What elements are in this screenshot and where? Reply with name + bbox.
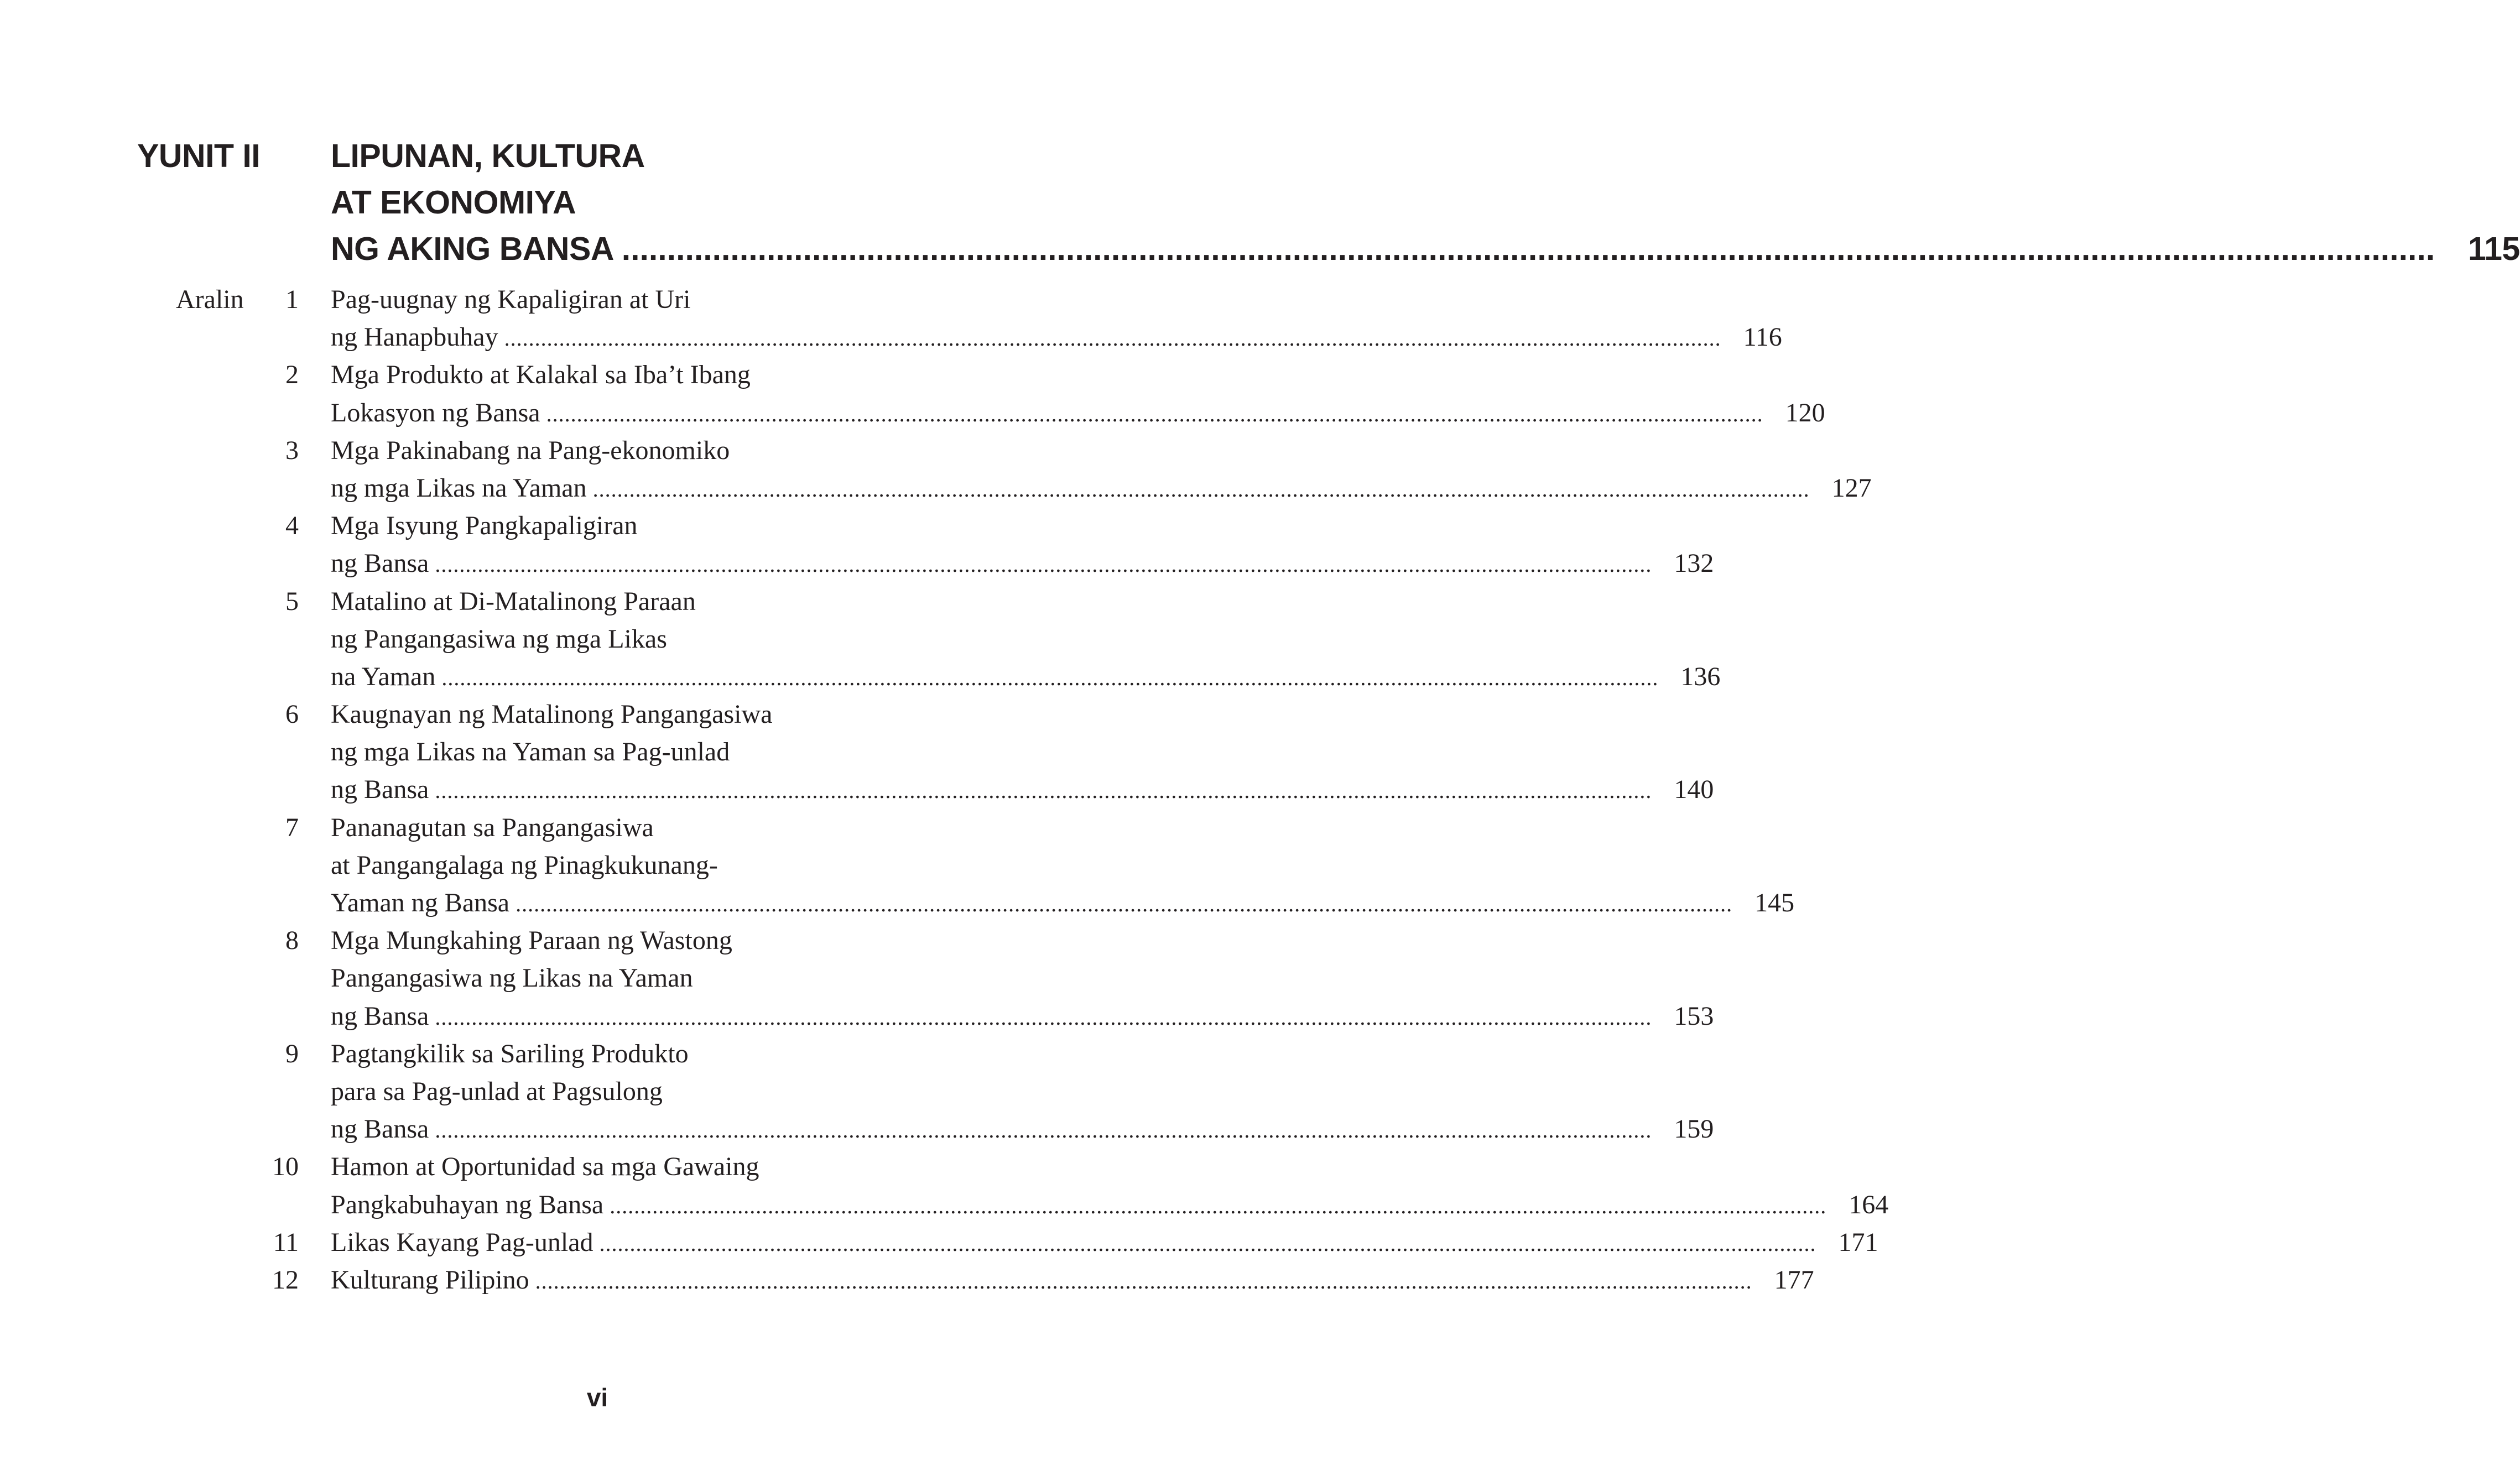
lesson-title <box>331 281 1782 356</box>
lesson-leader-line <box>331 884 1795 922</box>
lesson-title-line: Likas Kayang Pag-unlad <box>331 1227 593 1257</box>
lesson-page-number: 136 <box>1680 661 1721 691</box>
lesson-title <box>331 507 1714 582</box>
unit-label: YUNIT II <box>137 138 261 174</box>
lesson-entry[interactable] <box>0 1035 1714 1149</box>
lesson-page-number: 132 <box>1674 549 1714 578</box>
lesson-title-line: Mga Isyung Pangkapaligiran <box>331 511 638 541</box>
lesson-leader-line <box>331 545 1714 582</box>
lesson-title <box>331 809 1795 922</box>
lesson-title-line: ng Pangangasiwa ng mga Likas <box>331 624 667 654</box>
page-number: vi <box>586 1383 608 1412</box>
lesson-title-line: Kaugnayan ng Matalinong Pangangasiwa <box>331 700 773 729</box>
lesson-page-number: 140 <box>1674 775 1714 805</box>
dot-leader: ........................................................................................................................................................................................................ <box>429 1004 1652 1030</box>
lesson-page-number: 164 <box>1849 1190 1889 1219</box>
lesson-title-line: Pangangasiwa ng Likas na Yaman <box>331 963 693 993</box>
lesson-title <box>331 356 1825 431</box>
lesson-page-number: 153 <box>1674 1001 1714 1031</box>
lesson-leader-line <box>331 1110 1714 1148</box>
lesson-entry[interactable] <box>0 809 1795 922</box>
dot-leader: ........................................................................................................................................................................................................ <box>509 891 1733 916</box>
lesson-title <box>331 1148 1889 1223</box>
unit-title-line: NG AKING BANSA <box>331 231 613 267</box>
lesson-leader-line <box>331 1224 1878 1261</box>
lesson-page-number: 120 <box>1785 398 1825 427</box>
lesson-leader-line <box>331 658 1721 696</box>
lesson-title-line: Kulturang Pilipino <box>331 1265 529 1295</box>
lesson-title-line: at Pangangalaga ng Pinagkukunang- <box>331 850 718 880</box>
dot-leader: ........................................................................................................................................................................................................ <box>435 665 1659 690</box>
lesson-leader-line <box>331 1261 1814 1299</box>
unit-title-line: AT EKONOMIYA <box>331 184 576 221</box>
lesson-title-line: ng Bansa <box>331 1114 429 1144</box>
lesson-leader-line <box>331 319 1782 356</box>
lesson-title-line: Pangkabuhayan ng Bansa <box>331 1190 604 1219</box>
dot-leader: ........................................................................................................................................................................................................ <box>621 231 2435 267</box>
lesson-title <box>331 583 1721 696</box>
lesson-number: 6 <box>285 700 299 729</box>
lesson-page-number: 116 <box>1743 322 1782 352</box>
lesson-entry[interactable] <box>0 1148 1889 1223</box>
lesson-leader-line <box>331 998 1714 1035</box>
unit-title-leader-line <box>331 226 2520 272</box>
lesson-number: 2 <box>285 360 299 390</box>
lesson-number: 1 <box>285 285 299 314</box>
aralin-label: Aralin <box>176 285 244 314</box>
lesson-number: 5 <box>285 586 299 616</box>
lesson-title-line: Matalino at Di-Matalinong Paraan <box>331 586 696 616</box>
dot-leader: ........................................................................................................................................................................................................ <box>540 401 1763 426</box>
lesson-title-line: Mga Mungkahing Paraan ng Wastong <box>331 926 732 956</box>
lesson-number: 10 <box>272 1152 299 1182</box>
lesson-list <box>0 281 1889 1299</box>
lesson-entry[interactable] <box>0 507 1714 582</box>
lesson-title <box>331 1224 1878 1261</box>
lesson-title-line: na Yaman <box>331 661 436 691</box>
lesson-number: 12 <box>272 1265 299 1295</box>
dot-leader: ........................................................................................................................................................................................................ <box>593 1230 1816 1256</box>
lesson-title-line: Yaman ng Bansa <box>331 888 510 917</box>
lesson-page-number: 127 <box>1831 473 1872 503</box>
lesson-title <box>331 1261 1814 1299</box>
lesson-entry[interactable] <box>0 696 1714 809</box>
lesson-title-line: Pagtangkilik sa Sariling Produkto <box>331 1039 689 1068</box>
lesson-title <box>331 696 1714 809</box>
lesson-page-number: 159 <box>1674 1114 1714 1144</box>
unit-page-number: 115 <box>2468 231 2520 267</box>
lesson-title-line: Mga Produkto at Kalakal sa Iba’t Ibang <box>331 360 751 390</box>
unit-title-line: LIPUNAN, KULTURA <box>331 138 645 174</box>
lesson-number: 9 <box>285 1039 299 1068</box>
lesson-title-line: ng Hanapbuhay <box>331 322 498 352</box>
lesson-leader-line <box>331 394 1825 432</box>
lesson-title <box>331 432 1872 507</box>
lesson-entry[interactable] <box>0 432 1872 507</box>
lesson-title <box>331 922 1714 1035</box>
lesson-number: 7 <box>285 812 299 842</box>
lesson-page-number: 145 <box>1754 888 1795 917</box>
dot-leader: ........................................................................................................................................................................................................ <box>529 1268 1752 1294</box>
lesson-number: 4 <box>285 511 299 541</box>
dot-leader: ........................................................................................................................................................................................................ <box>498 326 1721 351</box>
lesson-title-line: Lokasyon ng Bansa <box>331 398 540 427</box>
lesson-title-line: ng mga Likas na Yaman <box>331 473 587 503</box>
lesson-leader-line <box>331 1186 1889 1224</box>
lesson-title-line: Pag-uugnay ng Kapaligiran at Uri <box>331 285 691 314</box>
dot-leader: ........................................................................................................................................................................................................ <box>603 1193 1827 1218</box>
lesson-title-line: Mga Pakinabang na Pang-ekonomiko <box>331 435 730 465</box>
lesson-entry[interactable] <box>0 1261 1814 1299</box>
dot-leader: ........................................................................................................................................................................................................ <box>429 552 1652 577</box>
lesson-page-number: 177 <box>1774 1265 1814 1295</box>
lesson-entry[interactable] <box>0 356 1825 431</box>
unit-title <box>331 133 2520 272</box>
lesson-title-line: Pananagutan sa Pangangasiwa <box>331 812 654 842</box>
lesson-leader-line <box>331 470 1872 507</box>
lesson-title-line: ng mga Likas na Yaman sa Pag-unlad <box>331 737 730 767</box>
lesson-entry[interactable] <box>0 281 1782 356</box>
lesson-title-line: Hamon at Oportunidad sa mga Gawaing <box>331 1152 759 1182</box>
lesson-entry[interactable] <box>0 922 1714 1035</box>
lesson-number: 8 <box>285 926 299 956</box>
lesson-title-line: para sa Pag-unlad at Pagsulong <box>331 1076 663 1106</box>
lesson-title-line: ng Bansa <box>331 775 429 805</box>
lesson-number: 3 <box>285 435 299 465</box>
dot-leader: ........................................................................................................................................................................................................ <box>586 476 1810 502</box>
lesson-entry[interactable] <box>0 583 1721 696</box>
lesson-entry[interactable] <box>0 1224 1878 1261</box>
lesson-page-number: 171 <box>1838 1227 1878 1257</box>
lesson-leader-line <box>331 771 1714 809</box>
dot-leader: ........................................................................................................................................................................................................ <box>429 1118 1652 1143</box>
dot-leader: ........................................................................................................................................................................................................ <box>429 778 1652 804</box>
lesson-title-line: ng Bansa <box>331 1001 429 1031</box>
lesson-title <box>331 1035 1714 1149</box>
lesson-number: 11 <box>273 1227 299 1257</box>
lesson-title-line: ng Bansa <box>331 549 429 578</box>
